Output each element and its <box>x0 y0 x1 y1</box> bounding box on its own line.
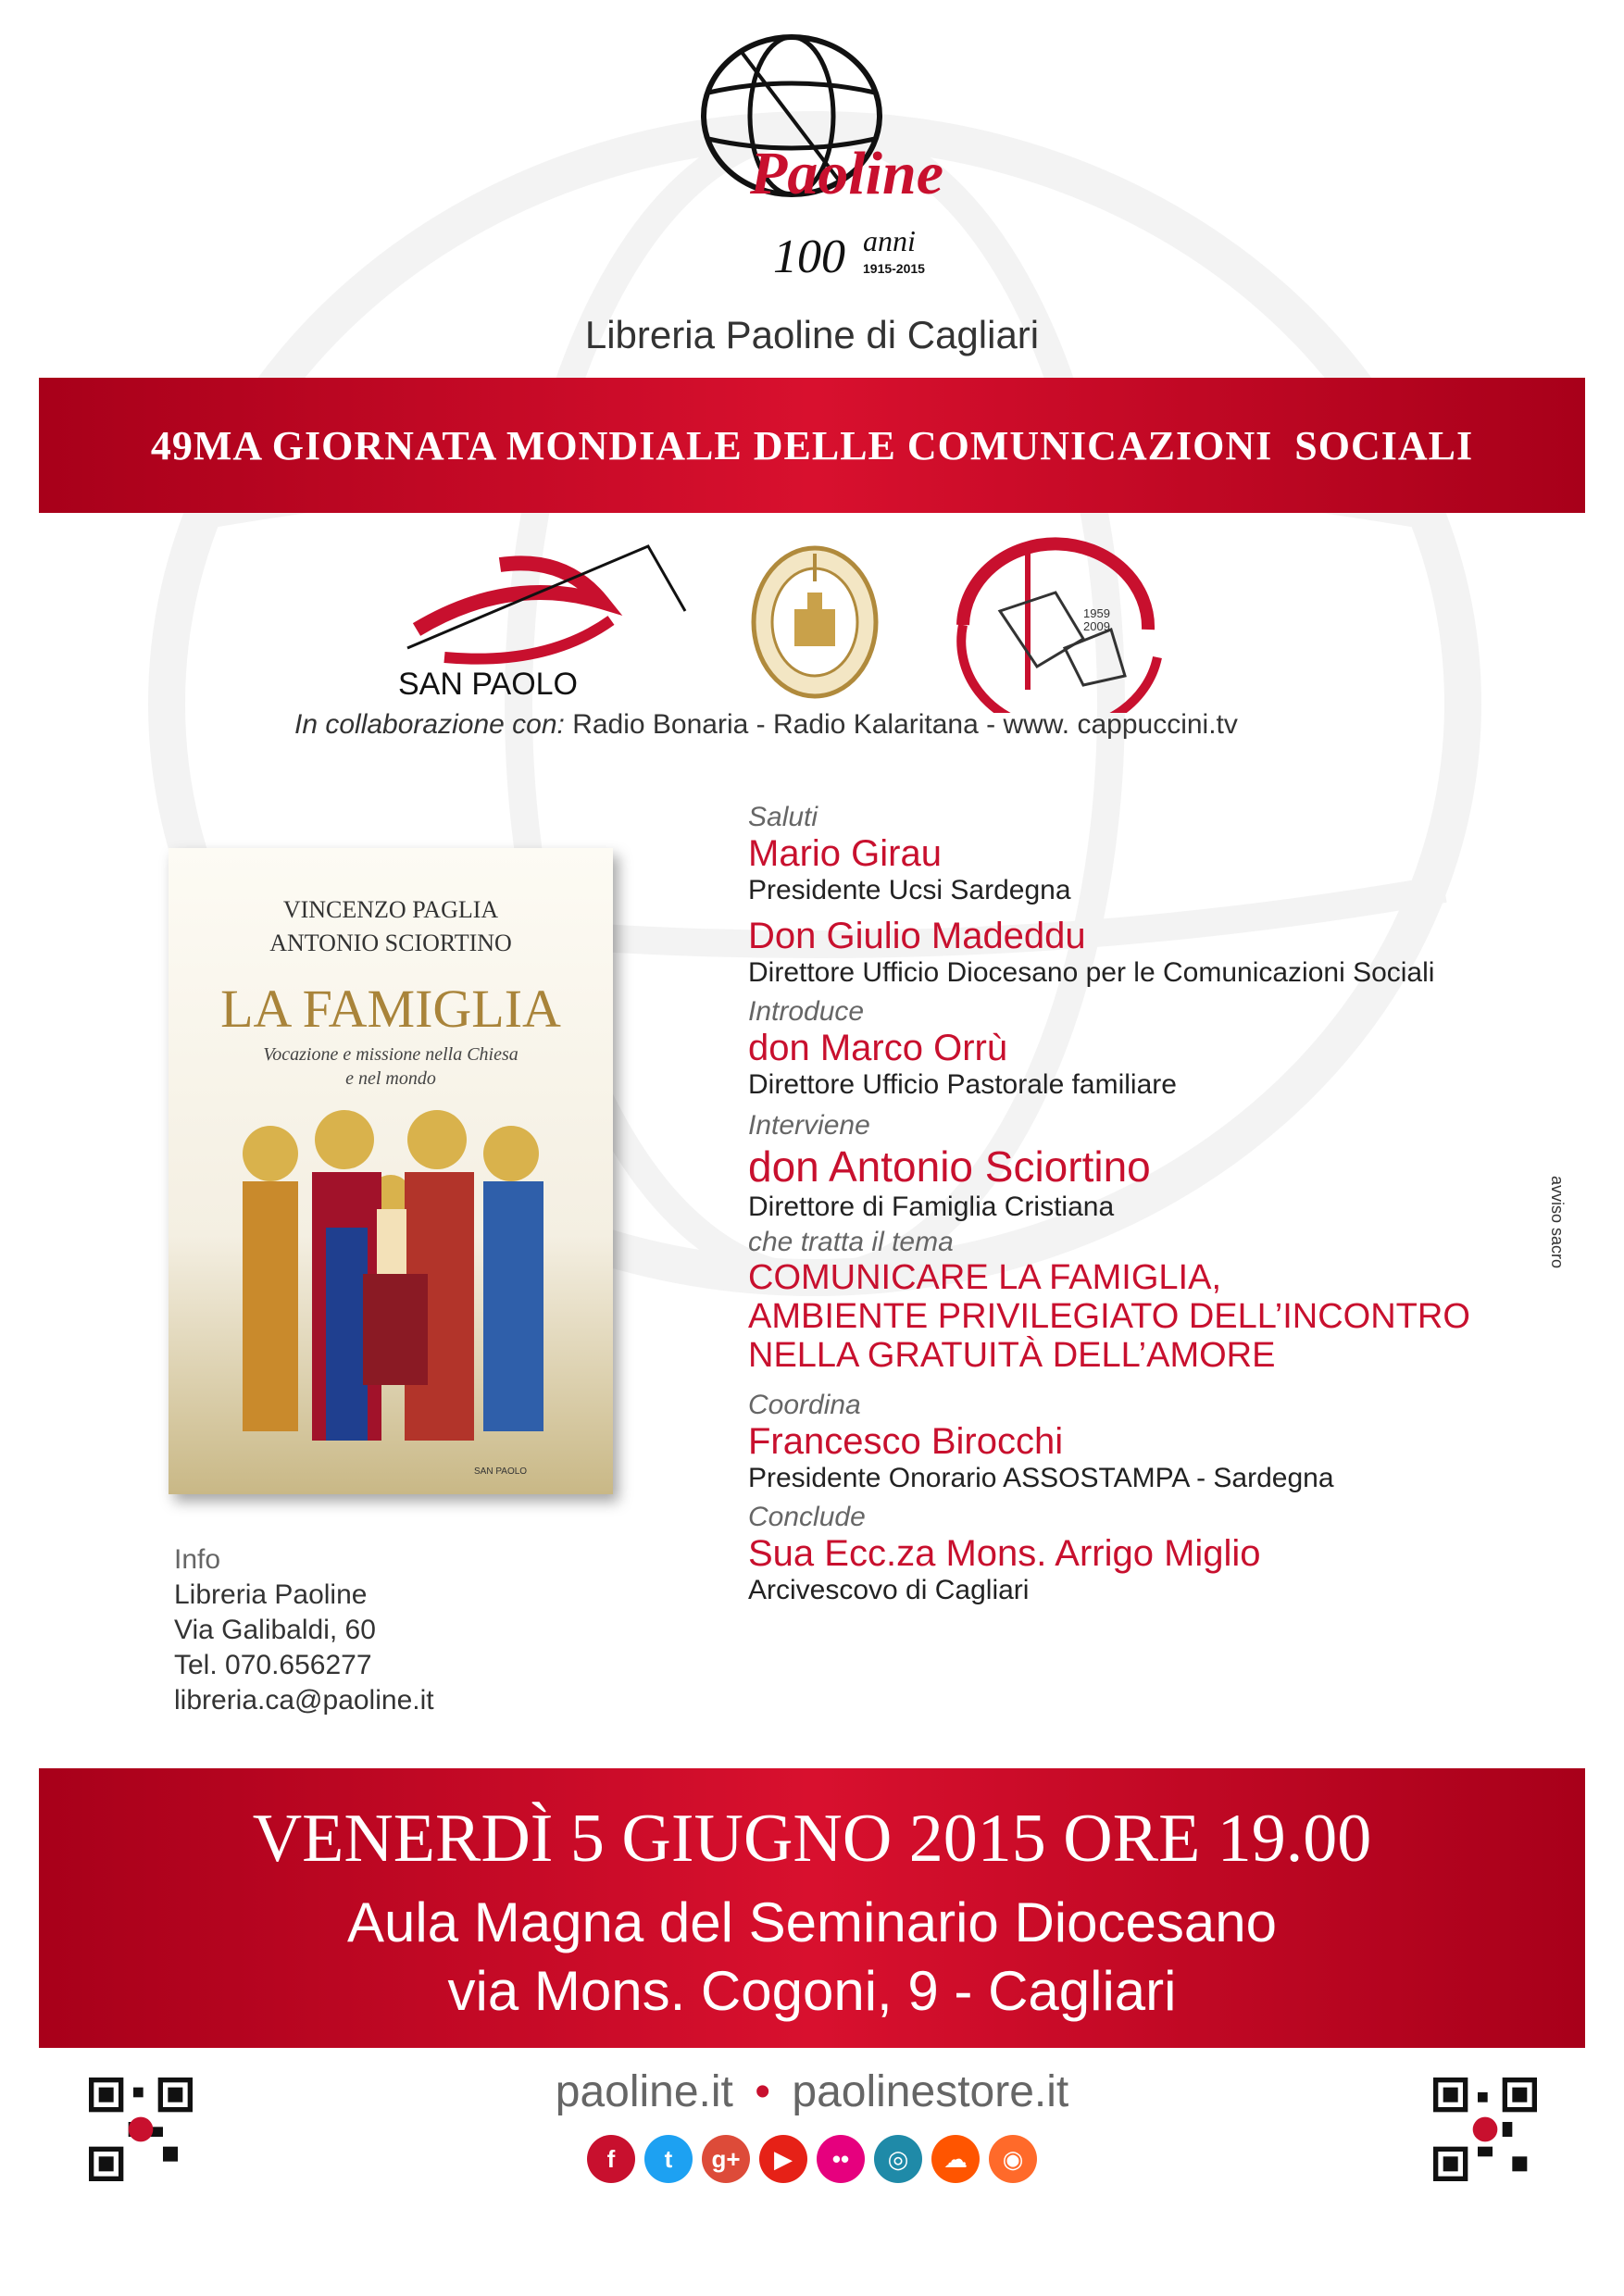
role-assostampa: Presidente Onorario ASSOSTAMPA - Sardegna <box>748 1463 1334 1493</box>
collaboration-partners: Radio Bonaria - Radio Kalaritana - www. cappuccini.tv <box>572 709 1238 740</box>
info-block <box>174 1542 434 1718</box>
facebook-icon[interactable]: f <box>587 2135 635 2183</box>
info-phone: Tel. 070.656277 <box>174 1650 372 1680</box>
footer-sites <box>0 2066 1624 2117</box>
anniversary-number: 100 <box>773 231 845 283</box>
holy-family-icon <box>206 1098 576 1450</box>
anniversary-years: 1915-2015 <box>863 261 925 276</box>
side-note: avviso sacro <box>1548 1176 1567 1269</box>
anniversary-word: anni <box>863 224 916 257</box>
speaker-antonio-sciortino: don Antonio Sciortino <box>748 1142 1151 1191</box>
collaboration-label: In collaborazione con: <box>294 709 565 740</box>
collaboration-line <box>294 709 1238 741</box>
saluti-label: Saluti <box>748 802 818 832</box>
role-pastorale-familiare: Direttore Ufficio Pastorale familiare <box>748 1069 1177 1100</box>
event-venue-1: Aula Magna del Seminario Diocesano <box>347 1891 1277 1953</box>
tema-line-2: AMBIENTE PRIVILEGIATO DELL’INCONTRO <box>748 1297 1470 1336</box>
speaker-mario-girau: Mario Girau <box>748 833 942 874</box>
paoline-logo <box>685 19 963 296</box>
event-date: VENERDÌ 5 GIUGNO 2015 ORE 19.00 <box>252 1801 1372 1877</box>
flickr-icon[interactable]: •• <box>817 2135 865 2183</box>
ucsi-logo <box>926 537 1185 713</box>
role-famiglia-cristiana: Direttore di Famiglia Cristiana <box>748 1192 1115 1222</box>
instagram-icon[interactable]: ◎ <box>874 2135 922 2183</box>
top-banner-title: 49MA GIORNATA MONDIALE DELLE COMUNICAZIONI SOCIALI <box>150 422 1474 468</box>
site-paoline-link[interactable]: paoline.it <box>555 2067 733 2116</box>
ucsi-emblem-icon <box>926 537 1185 713</box>
archdiocese-seal-icon <box>750 544 880 700</box>
ucsi-years: 1959 2009 <box>1083 606 1110 633</box>
archdiocese-seal <box>750 544 880 700</box>
paoline-wordmark: Paoline <box>750 140 943 207</box>
site-paolinestore-link[interactable]: paolinestore.it <box>792 2067 1069 2116</box>
role-presidente-ucsi: Presidente Ucsi Sardegna <box>748 875 1071 905</box>
circle-icon[interactable]: ◉ <box>989 2135 1037 2183</box>
book-subtitle-2: e nel mondo <box>345 1068 436 1089</box>
bullet-separator: • <box>755 2067 771 2116</box>
book-subtitle-1: Vocazione e missione nella Chiesa <box>263 1044 518 1065</box>
san-paolo-label: SAN PAOLO <box>398 667 578 702</box>
info-label: Info <box>174 1544 221 1575</box>
speaker-marco-orru: don Marco Orrù <box>748 1028 1008 1068</box>
event-venue-2: via Mons. Cogoni, 9 - Cagliari <box>447 1960 1177 2022</box>
speaker-francesco-birocchi: Francesco Birocchi <box>748 1421 1064 1462</box>
tema-label: che tratta il tema <box>748 1227 954 1257</box>
interviene-label: Interviene <box>748 1110 870 1141</box>
program-list <box>748 802 1581 1606</box>
book-author-2: ANTONIO SCIORTINO <box>269 930 512 956</box>
twitter-icon[interactable]: t <box>644 2135 693 2183</box>
youtube-icon[interactable]: ▶ <box>759 2135 807 2183</box>
conclude-label: Conclude <box>748 1502 866 1532</box>
tema-line-3: NELLA GRATUITÀ DELL’AMORE <box>748 1336 1276 1375</box>
soundcloud-icon[interactable]: ☁ <box>931 2135 980 2183</box>
book-title: LA FAMIGLIA <box>220 979 561 1039</box>
info-email[interactable]: libreria.ca@paoline.it <box>174 1685 434 1716</box>
top-banner <box>39 378 1585 513</box>
book-publisher: SAN PAOLO <box>474 1466 528 1477</box>
bookstore-name: Libreria Paoline di Cagliari <box>584 313 1040 356</box>
book-cover <box>169 848 613 1494</box>
tema-line-1: COMUNICARE LA FAMIGLIA, <box>748 1258 1221 1297</box>
info-store: Libreria Paoline <box>174 1579 368 1610</box>
qr-code-right-icon[interactable] <box>1433 2078 1537 2181</box>
social-icons-row <box>0 2135 1624 2183</box>
speaker-arrigo-miglio: Sua Ecc.za Mons. Arrigo Miglio <box>748 1533 1261 1574</box>
role-direttore-comunicazioni: Direttore Ufficio Diocesano per le Comunicazioni Sociali <box>748 957 1435 988</box>
book-author-1: VINCENZO PAGLIA <box>282 896 499 923</box>
googleplus-icon[interactable]: g+ <box>702 2135 750 2183</box>
coordina-label: Coordina <box>748 1390 861 1420</box>
san-paolo-swoosh-icon <box>389 537 704 667</box>
introduce-label: Introduce <box>748 996 865 1027</box>
info-address: Via Galibaldi, 60 <box>174 1615 376 1645</box>
event-banner <box>39 1768 1585 2048</box>
speaker-giulio-madeddu: Don Giulio Madeddu <box>748 916 1086 956</box>
qr-code-left-icon[interactable] <box>89 2078 193 2181</box>
role-arcivescovo: Arcivescovo di Cagliari <box>748 1575 1030 1605</box>
san-paolo-logo <box>389 537 704 704</box>
